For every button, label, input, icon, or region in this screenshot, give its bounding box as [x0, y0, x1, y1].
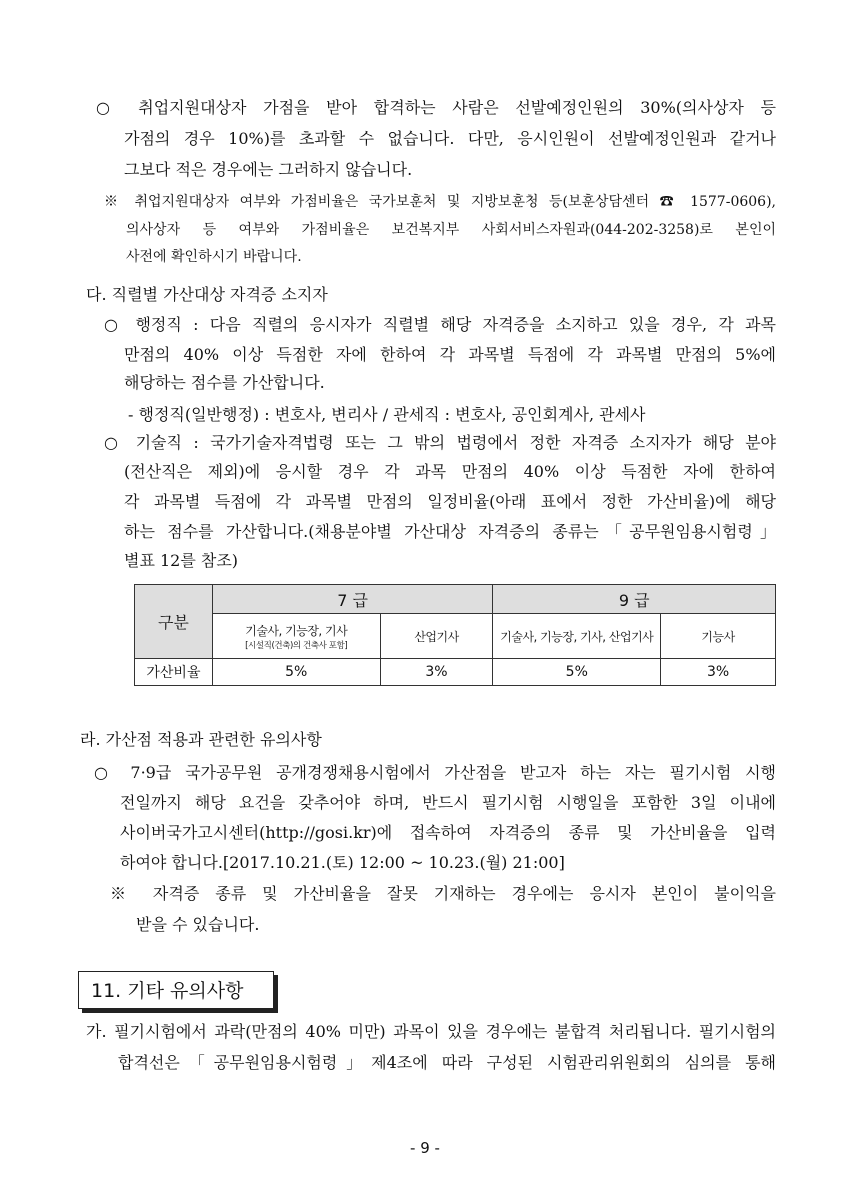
- body-line: ○ 7·9급 국가공무원 공개경쟁채용시험에서 가산점을 받고자 하는 자는 필기시험 시행: [94, 763, 776, 782]
- body-line: 사이버국가고시센터(http://gosi.kr)에 접속하여 자격증의 종류 및 가산비율을 입력: [120, 823, 776, 842]
- table-col-header: 기술사, 기능장, 기사, 산업기사: [493, 614, 661, 659]
- table-col-header: 기능사: [661, 614, 776, 659]
- table-row: [135, 585, 776, 614]
- body-line: 각 과목별 득점에 각 과목별 만점의 일정비율(아래 표에서 정한 가산비율)에 해당: [124, 492, 776, 511]
- table-row-label: 가산비율: [135, 659, 213, 686]
- page-number: - 9 -: [410, 1139, 440, 1157]
- table-cell: 5%: [212, 659, 380, 686]
- section-11-heading: 11. 기타 유의사항: [78, 971, 274, 1009]
- table-header-grade9: 9 급: [493, 585, 776, 614]
- note-line: ※ 자격증 종류 및 가산비율을 잘못 기재하는 경우에는 응시자 본인이 불이익을: [110, 884, 776, 903]
- body-line: - 행정직(일반행정) : 변호사, 변리사 / 관세직 : 변호사, 공인회계사, 관세사: [128, 405, 646, 424]
- body-line: 만점의 40% 이상 득점한 자에 한하여 각 과목별 득점에 각 과목별 만점의 5%에: [124, 345, 776, 364]
- body-line: 가. 필기시험에서 과락(만점의 40% 미만) 과목이 있을 경우에는 불합격 처리됩니다. 필기시험의: [86, 1022, 776, 1041]
- body-line: 합격선은「공무원임용시험령」제4조에 따라 구성된 시험관리위원회의 심의를 통해: [118, 1053, 776, 1072]
- section-heading-da: 다. 직렬별 가산대상 자격증 소지자: [86, 285, 328, 304]
- note-line: 의사상자 등 여부와 가점비율은 보건복지부 사회서비스자원과(044-202-3258)로 본인이: [126, 222, 776, 238]
- body-line: 하여야 합니다.[2017.10.21.(토) 12:00 ~ 10.23.(월) 21:00]: [120, 853, 565, 872]
- table-cell: 5%: [493, 659, 661, 686]
- table-row: [135, 659, 776, 686]
- table-header-label: 구분: [135, 585, 213, 659]
- body-line: 하는 점수를 가산합니다.(채용분야별 가산대상 자격증의 종류는「공무원임용시험령」: [124, 522, 776, 541]
- body-line: 해당하는 점수를 가산합니다.: [124, 373, 325, 392]
- body-line: ○ 행정직 : 다음 직렬의 응시자가 직렬별 해당 자격증을 소지하고 있을 경우, 각 과목: [104, 315, 776, 334]
- bonus-rate-table: [134, 584, 776, 686]
- table-header-grade7: 7 급: [212, 585, 493, 614]
- body-line: ○ 기술직 : 국가기술자격법령 또는 그 밖의 법령에서 정한 자격증 소지자가 해당 분야: [104, 433, 776, 452]
- body-line: 그보다 적은 경우에는 그러하지 않습니다.: [124, 160, 413, 179]
- note-line: ※ 취업지원대상자 여부와 가점비율은 국가보훈처 및 지방보훈청 등(보훈상담센터 ☎ 1577-0606),: [104, 194, 776, 210]
- table-col-header: [212, 614, 380, 659]
- body-line: 가점의 경우 10%)를 초과할 수 없습니다. 다만, 응시인원이 선발예정인원과 같거나: [124, 129, 776, 148]
- note-line: 사전에 확인하시기 바랍니다.: [126, 249, 302, 265]
- body-line: (전산직은 제외)에 응시할 경우 각 과목 만점의 40% 이상 득점한 자에 한하여: [124, 462, 776, 481]
- table-row: [135, 614, 776, 659]
- body-line: 전일까지 해당 요건을 갖추어야 하며, 반드시 필기시험 시행일을 포함한 3일 이내에: [120, 793, 776, 812]
- col-header-text: 기술사, 기능장, 기사: [245, 623, 348, 638]
- body-line: ○ 취업지원대상자 가점을 받아 합격하는 사람은 선발예정인원의 30%(의사상자 등: [96, 98, 776, 117]
- col-header-note: [시설직(건축)의 건축사 포함]: [245, 640, 348, 651]
- note-line: 받을 수 있습니다.: [136, 915, 260, 934]
- body-line: 별표 12를 참조): [124, 551, 239, 570]
- table-col-header: 산업기사: [380, 614, 493, 659]
- table-cell: 3%: [661, 659, 776, 686]
- table-cell: 3%: [380, 659, 493, 686]
- section-heading-ra: 라. 가산점 적용과 관련한 유의사항: [80, 730, 322, 749]
